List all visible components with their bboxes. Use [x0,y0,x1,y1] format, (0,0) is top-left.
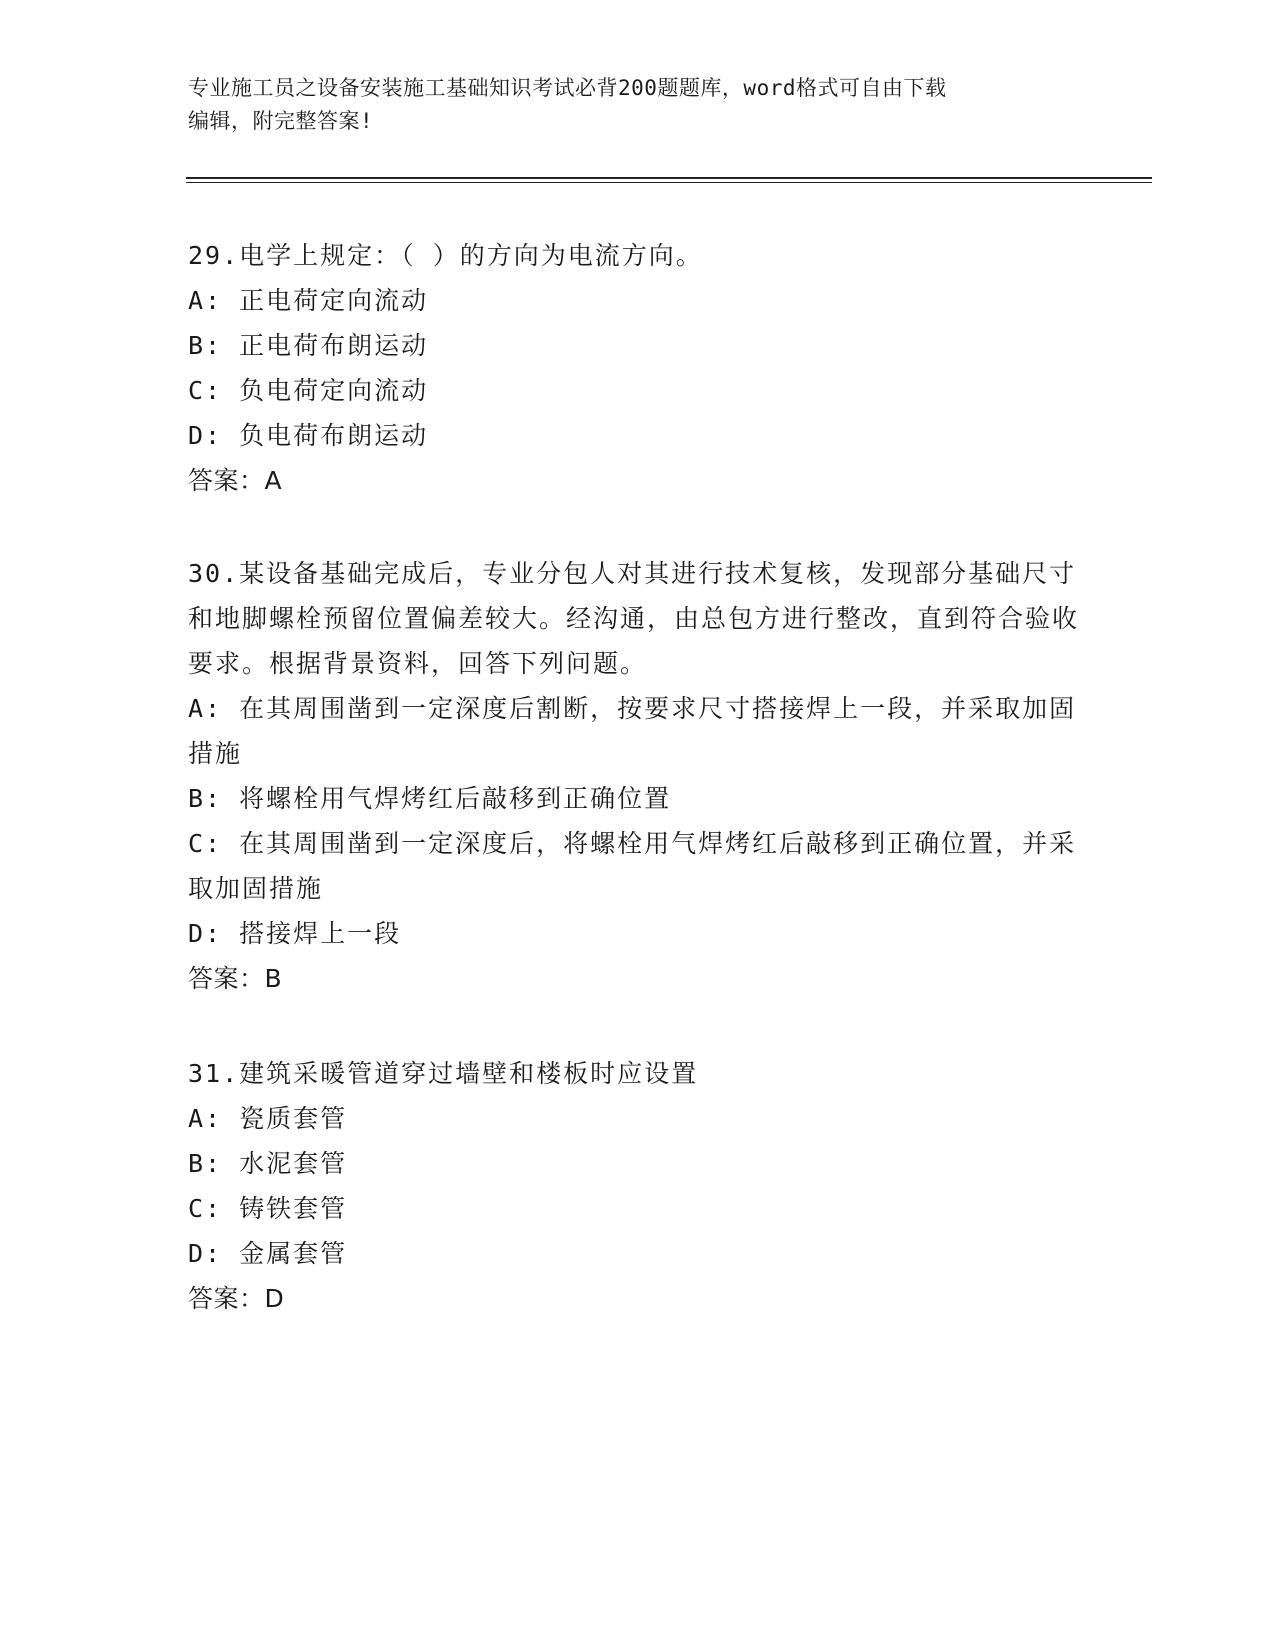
option-b: B: 水泥套管 [188,1149,348,1178]
option-a: A: 正电荷定向流动 [188,286,429,315]
option-b: B: 将螺栓用气焊烤红后敲移到正确位置 [188,784,672,813]
question-29 [188,233,1088,503]
header-title-line-1: 专业施工员之设备安装施工基础知识考试必背200题题库，word格式可自由下载 [188,76,947,100]
question-30 [188,551,1088,1001]
document-header [188,72,1068,138]
option-b: B: 正电荷布朗运动 [188,331,429,360]
header-divider [186,177,1152,183]
option-c: C: 负电荷定向流动 [188,376,429,405]
answer: 答案：A [188,466,283,495]
option-c: C: 在其周围凿到一定深度后，将螺栓用气焊烤红后敲移到正确位置，并采取加固措施 [188,829,1077,903]
question-stem: 30.某设备基础完成后，专业分包人对其进行技术复核，发现部分基础尺寸和地脚螺栓预留位置偏差较大。经沟通，由总包方进行整改，直到符合验收要求。根据背景资料，回答下列问题。 [188,559,1080,678]
option-d: D: 负电荷布朗运动 [188,421,429,450]
option-d: D: 搭接焊上一段 [188,919,402,948]
question-31 [188,1051,1088,1321]
option-c: C: 铸铁套管 [188,1194,348,1223]
header-title-line-2: 编辑，附完整答案! [188,109,374,133]
answer: 答案：D [188,1284,285,1313]
question-stem: 29.电学上规定：（ ）的方向为电流方向。 [188,241,703,270]
question-stem: 31.建筑采暖管道穿过墙壁和楼板时应设置 [188,1059,699,1088]
option-a: A: 瓷质套管 [188,1104,348,1133]
option-d: D: 金属套管 [188,1239,348,1268]
answer: 答案：B [188,964,283,993]
option-a: A: 在其周围凿到一定深度后割断，按要求尺寸搭接焊上一段，并采取加固措施 [188,694,1077,768]
